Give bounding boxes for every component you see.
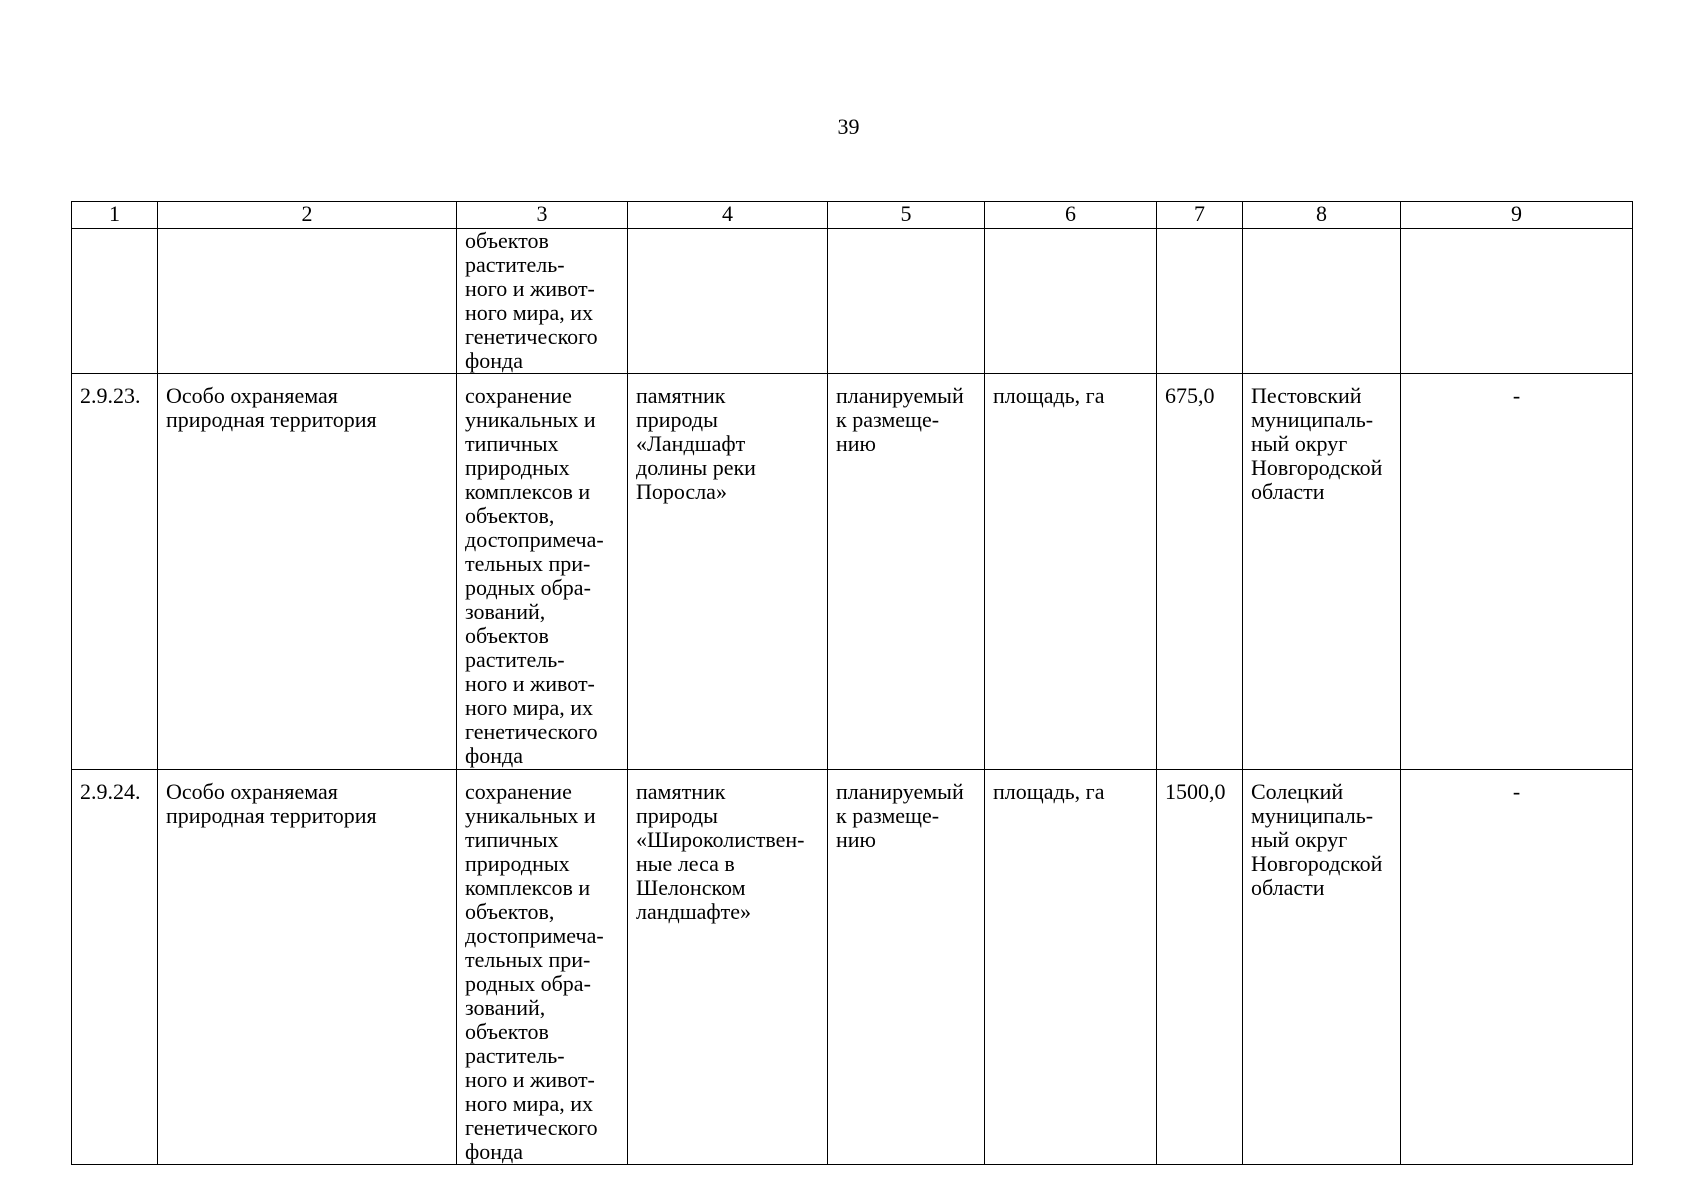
object-type-cell: Особо охраняемая природная территория [158, 374, 457, 770]
table-cell [1157, 229, 1243, 374]
object-name-cell: памятник природы «Ландшафт долины реки Поросла» [628, 374, 828, 770]
row-number-cell: 2.9.23. [72, 374, 158, 770]
table-cell [985, 229, 1157, 374]
value-cell: 1500,0 [1157, 770, 1243, 1165]
purpose-cell: объектов раститель- ного и живот- ного мира, их генетического фонда [457, 229, 628, 374]
object-type-cell: Особо охраняемая природная территория [158, 770, 457, 1165]
characteristic-cell: площадь, га [985, 770, 1157, 1165]
zone-cell: - [1401, 374, 1633, 770]
row-number-cell: 2.9.24. [72, 770, 158, 1165]
zone-cell: - [1401, 770, 1633, 1165]
column-header-2: 2 [158, 202, 457, 229]
table-row [72, 374, 1633, 770]
column-header-6: 6 [985, 202, 1157, 229]
column-header-3: 3 [457, 202, 628, 229]
table-cell [158, 229, 457, 374]
continuation-row [72, 229, 1633, 374]
purpose-cell: сохранение уникальных и типичных природных комплексов и объектов, достопримеча- тельных при- родных обра- зований, объектов раститель- ного и живот- ного мира, их генетического фонда [457, 374, 628, 770]
table-cell [628, 229, 828, 374]
location-cell: Пестовский муниципаль- ный округ Новгородской области [1243, 374, 1401, 770]
column-header-5: 5 [828, 202, 985, 229]
table-cell [828, 229, 985, 374]
table-cell [1243, 229, 1401, 374]
column-header-4: 4 [628, 202, 828, 229]
table-cell [72, 229, 158, 374]
status-cell: планируемый к размеще- нию [828, 374, 985, 770]
column-number-row [72, 202, 1633, 229]
column-header-8: 8 [1243, 202, 1401, 229]
table-row [72, 770, 1633, 1165]
column-header-9: 9 [1401, 202, 1633, 229]
page-number: 39 [837, 114, 860, 139]
value-cell: 675,0 [1157, 374, 1243, 770]
object-name-cell: памятник природы «Широколиствен- ные леса в Шелонском ландшафте» [628, 770, 828, 1165]
column-header-7: 7 [1157, 202, 1243, 229]
location-cell: Солецкий муниципаль- ный округ Новгородской области [1243, 770, 1401, 1165]
objects-table [71, 201, 1633, 1165]
characteristic-cell: площадь, га [985, 374, 1157, 770]
purpose-cell: сохранение уникальных и типичных природных комплексов и объектов, достопримеча- тельных при- родных обра- зований, объектов раститель- ного и живот- ного мира, их генетического фонда [457, 770, 628, 1165]
table-cell [1401, 229, 1633, 374]
column-header-1: 1 [72, 202, 158, 229]
status-cell: планируемый к размеще- нию [828, 770, 985, 1165]
